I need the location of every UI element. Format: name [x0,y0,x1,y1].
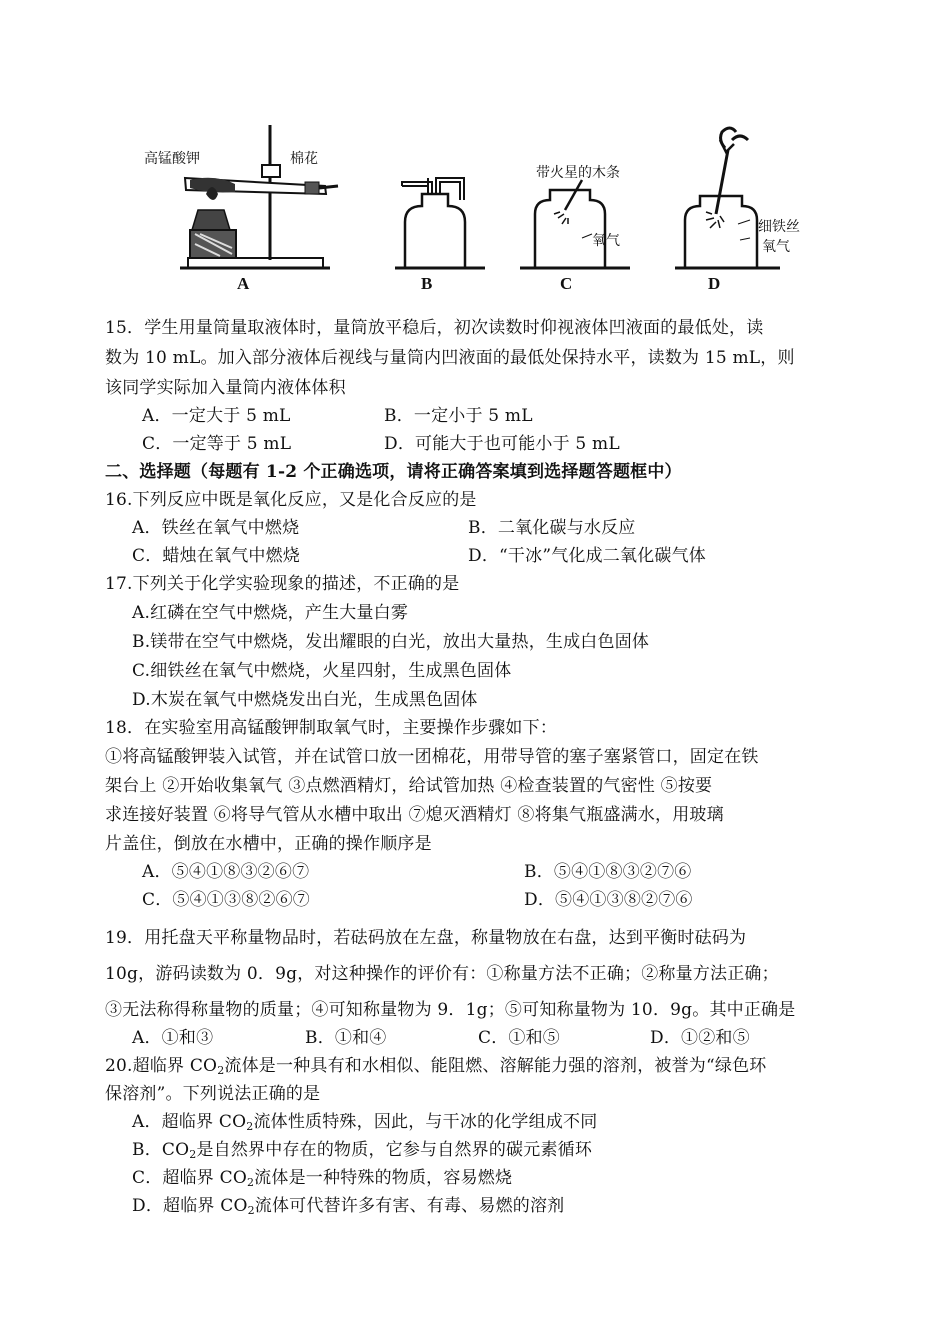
q20-option-a [132,1112,597,1137]
q16-stem: 16.下列反应中既是氧化反应，又是化合反应的是 [105,490,477,510]
q18-stem: 18．在实验室用高锰酸钾制取氧气时，主要操作步骤如下： [105,718,558,738]
q19-option-c: C．①和⑤ [478,1028,561,1048]
q16-option-c: C．蜡烛在氧气中燃烧 [132,546,301,566]
q16-option-b: B．二氧化碳与水反应 [468,518,636,538]
figure-a-drawing [140,110,350,280]
figure-d-iron-wire-burning [670,110,840,300]
q18-option-a: A．⑤④①⑧③②⑥⑦ [142,862,310,882]
q20-stem-line-1-start: 20.超临界 CO [105,1056,218,1076]
q17-stem: 17.下列关于化学实验现象的描述，不正确的是 [105,574,460,594]
q17-option-c: C.细铁丝在氧气中燃烧，火星四射，生成黑色固体 [132,661,512,681]
q19-stem-line-3: ③无法称得称量物的质量；④可知称量物为 9．1g；⑤可知称量物为 10．9g。其中正确是 [105,1000,796,1020]
q16-option-d: D．“干冰”气化成二氧化碳气体 [468,546,707,566]
q20-option-b [132,1140,592,1165]
q15-option-a: A．一定大于 5 mL [142,406,291,426]
q20-stem-line-2: 保溶剂”。下列说法正确的是 [105,1084,321,1104]
subscript-2: 2 [247,1204,255,1217]
label-fine-iron-wire: 细铁丝 [758,219,800,235]
q19-stem-line-1: 19．用托盘天平称量物品时，若砝码放在左盘，称量物放在右盘，达到平衡时砝码为 [105,928,747,948]
q20-option-c-end: 流体是一种特殊的物质，容易燃烧 [254,1168,513,1188]
label-kmno4: 高锰酸钾 [144,151,200,167]
q17-option-a: A.红磷在空气中燃烧，产生大量白雾 [132,603,409,623]
q19-option-b: B．①和④ [305,1028,387,1048]
q20-option-d-start: D．超临界 CO [132,1196,248,1216]
q20-stem-line-1 [105,1056,766,1081]
q20-option-c [132,1168,512,1193]
q19-option-d: D．①②和⑤ [650,1028,750,1048]
q15-stem-line-1: 15．学生用量筒量取液体时，量筒放平稳后，初次读数时仰视液体凹液面的最低处，读 [105,318,764,338]
q20-option-b-end: 是自然界中存在的物质，它参与自然界的碳元素循环 [196,1140,593,1160]
q18-steps-line-3: 求连接好装置 ⑥将导气管从水槽中取出 ⑦熄灭酒精灯 ⑧将集气瓶盛满水，用玻璃 [105,805,724,825]
q15-option-d: D．可能大于也可能小于 5 mL [384,434,620,454]
label-glowing-splint: 带火星的木条 [536,165,620,181]
q20-option-d-end: 流体可代替许多有害、有毒、易燃的溶剂 [254,1196,565,1216]
figure-c-drawing [520,110,670,280]
label-oxygen-d: 氧气 [762,239,790,255]
q18-option-b: B．⑤④①⑧③②⑦⑥ [524,862,692,882]
q18-steps-line-1: ①将高锰酸钾装入试管，并在试管口放一团棉花，用带导管的塞子塞紧管口，固定在铁 [105,747,759,767]
q20-stem-line-1-end: 流体是一种具有和水相似、能阻燃、溶解能力强的溶剂，被誉为“绿色环 [224,1056,767,1076]
figure-b-gas-bottle [390,110,500,300]
figure-b-label: B [421,274,433,293]
figure-d-label: D [708,274,721,293]
q15-stem-line-2: 数为 10 mL。加入部分液体后视线与量筒内凹液面的最低处保持水平，读数为 15 mL，则 [105,348,795,368]
figure-a-kmno4-heating-apparatus [140,110,350,300]
q20-option-c-start: C．超临界 CO [132,1168,247,1188]
figure-c-glowing-splint-test [520,110,670,300]
q20-option-a-end: 流体性质特殊，因此，与干冰的化学组成不同 [253,1112,598,1132]
q20-option-d [132,1196,564,1221]
figure-c-label: C [560,274,573,293]
label-cotton: 棉花 [290,151,318,167]
q17-option-b: B.镁带在空气中燃烧，发出耀眼的白光，放出大量热，生成白色固体 [132,632,650,652]
q18-steps-line-2: 架台上 ②开始收集氧气 ③点燃酒精灯，给试管加热 ④检查装置的气密性 ⑤按要 [105,776,713,796]
q19-stem-line-2: 10g，游码读数为 0．9g，对这种操作的评价有：①称量方法不正确；②称量方法正确； [105,964,779,984]
section-2-heading: 二、选择题（每题有 1-2 个正确选项，请将正确答案填到选择题答题框中） [105,462,682,482]
q19-option-a: A．①和③ [132,1028,214,1048]
figure-b-drawing [390,110,500,280]
q18-steps-line-4: 片盖住，倒放在水槽中，正确的操作顺序是 [105,834,432,854]
q20-option-b-start: B．CO [132,1140,190,1160]
subscript-2: 2 [246,1120,254,1133]
q15-option-c: C．一定等于 5 mL [142,434,292,454]
q18-option-c: C．⑤④①③⑧②⑥⑦ [142,890,311,910]
q18-option-d: D．⑤④①③⑧②⑦⑥ [524,890,693,910]
subscript-2: 2 [189,1148,197,1161]
label-oxygen-c: 氧气 [592,233,620,249]
q16-option-a: A．铁丝在氧气中燃烧 [132,518,300,538]
figure-a-label: A [237,274,250,293]
q15-stem-line-3: 该同学实际加入量筒内液体体积 [105,378,346,398]
q17-option-d: D.木炭在氧气中燃烧发出白光，生成黑色固体 [132,690,478,710]
q20-option-a-start: A．超临界 CO [132,1112,247,1132]
subscript-2: 2 [246,1176,255,1189]
q15-option-b: B．一定小于 5 mL [384,406,533,426]
figure-d-drawing [670,110,840,280]
apparatus-figures [140,110,840,300]
subscript-2: 2 [217,1064,225,1077]
